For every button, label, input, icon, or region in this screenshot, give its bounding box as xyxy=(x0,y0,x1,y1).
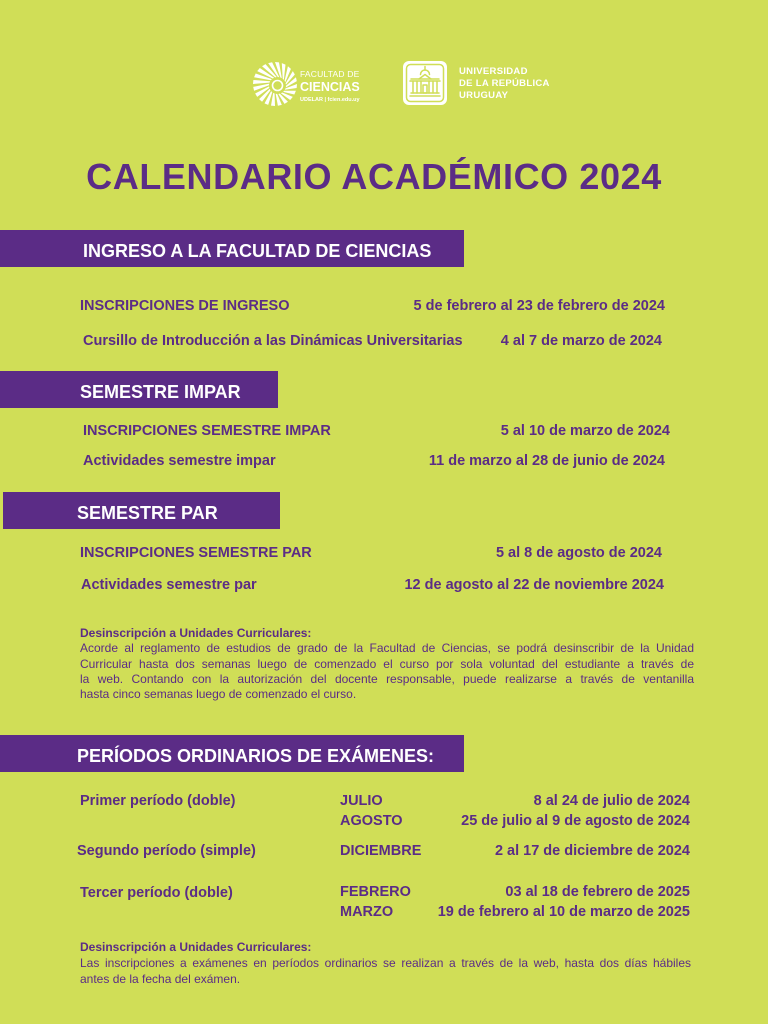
schedule-dates: 5 de febrero al 23 de febrero de 2024 xyxy=(413,298,665,314)
schedule-dates: 5 al 8 de agosto de 2024 xyxy=(495,545,662,561)
exam-month: JULIO xyxy=(340,793,383,809)
exam-period-name: Primer período (doble) xyxy=(80,793,236,809)
schedule-label: Actividades semestre par xyxy=(81,577,257,593)
exam-dates: 03 al 18 de febrero de 2025 xyxy=(505,884,690,900)
exam-month: DICIEMBRE xyxy=(340,843,422,859)
schedule-row xyxy=(0,296,768,316)
faculty-logo-line1: FACULTAD DE xyxy=(300,69,360,79)
university-logo-line2: DE LA REPÚBLICA xyxy=(459,78,550,89)
exam-month-row xyxy=(0,841,768,861)
sunburst-ray xyxy=(282,63,286,80)
schedule-label: INSCRIPCIONES DE INGRESO xyxy=(80,298,290,314)
schedule-dates: 5 al 10 de marzo de 2024 xyxy=(500,423,670,439)
page-title: CALENDARIO ACADÉMICO 2024 xyxy=(86,156,662,197)
university-logo xyxy=(402,60,562,108)
sunburst-ray xyxy=(271,93,275,106)
sunburst-ray xyxy=(253,80,270,84)
schedule-label: INSCRIPCIONES SEMESTRE IMPAR xyxy=(83,423,331,439)
schedule-label: INSCRIPCIONES SEMESTRE PAR xyxy=(80,545,312,561)
schedule-dates: 4 al 7 de marzo de 2024 xyxy=(500,333,662,349)
sunburst-ray xyxy=(285,84,297,90)
exam-dates: 8 al 24 de julio de 2024 xyxy=(533,793,690,809)
note-line: Acorde al reglamento de estudios de grado de la Facultad de Ciencias, se podrá desinscribir de la Unidad xyxy=(80,641,694,656)
schedule-row xyxy=(0,331,768,351)
building-seal-icon xyxy=(402,60,448,106)
section-header-semestre-impar xyxy=(0,371,278,408)
sunburst-center xyxy=(273,81,283,91)
schedule-row xyxy=(0,543,768,563)
exam-month-row xyxy=(0,902,768,922)
section-header-semestre-par xyxy=(3,492,280,529)
schedule-row xyxy=(0,421,768,441)
note-line: antes de la fecha del exámen. xyxy=(80,972,241,986)
note-heading: Desinscripción a Unidades Curriculares: xyxy=(80,626,312,640)
section-header-examenes xyxy=(0,735,464,772)
schedule-label: Cursillo de Introducción a las Dinámicas Universitarias xyxy=(83,333,463,349)
schedule-row xyxy=(0,451,768,471)
exam-period-name: Segundo período (simple) xyxy=(77,843,256,859)
schedule-dates: 12 de agosto al 22 de noviembre 2024 xyxy=(404,577,664,593)
schedule-dates: 11 de marzo al 28 de junio de 2024 xyxy=(428,453,665,469)
course-withdrawal-note xyxy=(80,626,694,702)
schedule-label: Actividades semestre impar xyxy=(83,453,276,469)
faculty-of-sciences-logo xyxy=(252,60,364,110)
sunburst-icon xyxy=(252,61,298,107)
exam-month-row xyxy=(0,811,768,831)
faculty-logo-line2: CIENCIAS xyxy=(300,80,360,94)
schedule-row xyxy=(0,575,768,595)
exam-withdrawal-note xyxy=(80,939,691,987)
university-logo-line1: UNIVERSIDAD xyxy=(459,66,528,77)
note-line: la web. Contando con la autorización del docente responsable, puede realizarse a través de ventanilla xyxy=(80,671,694,686)
section-header-label: INGRESO A LA FACULTAD DE CIENCIAS xyxy=(83,241,432,261)
exam-month-row xyxy=(0,882,768,902)
exam-dates: 2 al 17 de diciembre de 2024 xyxy=(494,843,690,859)
exam-period-name: Tercer período (doble) xyxy=(80,885,233,901)
exam-month: AGOSTO xyxy=(340,813,403,829)
note-line: Curricular hasta dos semanas luego de comenzado el curso por sola voluntad del estudiante a través de xyxy=(80,656,694,671)
exam-dates: 19 de febrero al 10 de marzo de 2025 xyxy=(437,904,690,920)
section-header-label: PERÍODOS ORDINARIOS DE EXÁMENES: xyxy=(77,746,435,766)
faculty-logo-line3: UDELAR | fcien.edu.uy xyxy=(300,97,360,103)
exam-dates: 25 de julio al 9 de agosto de 2024 xyxy=(461,813,690,829)
note-heading: Desinscripción a Unidades Curriculares: xyxy=(80,940,312,954)
exam-month: FEBRERO xyxy=(340,884,411,900)
section-header-ingreso xyxy=(0,230,464,267)
note-line: hasta cinco semanas luego de comenzado el curso. xyxy=(80,687,357,702)
exam-month: MARZO xyxy=(340,904,394,920)
section-header-label: SEMESTRE IMPAR xyxy=(80,382,241,402)
note-line: Las inscripciones a exámenes en períodos ordinarios se realizan a través de la web, hasta dos días hábiles xyxy=(80,956,691,970)
exam-month-row xyxy=(0,791,768,811)
section-header-label: SEMESTRE PAR xyxy=(77,503,218,523)
university-logo-line3: URUGUAY xyxy=(459,90,509,101)
